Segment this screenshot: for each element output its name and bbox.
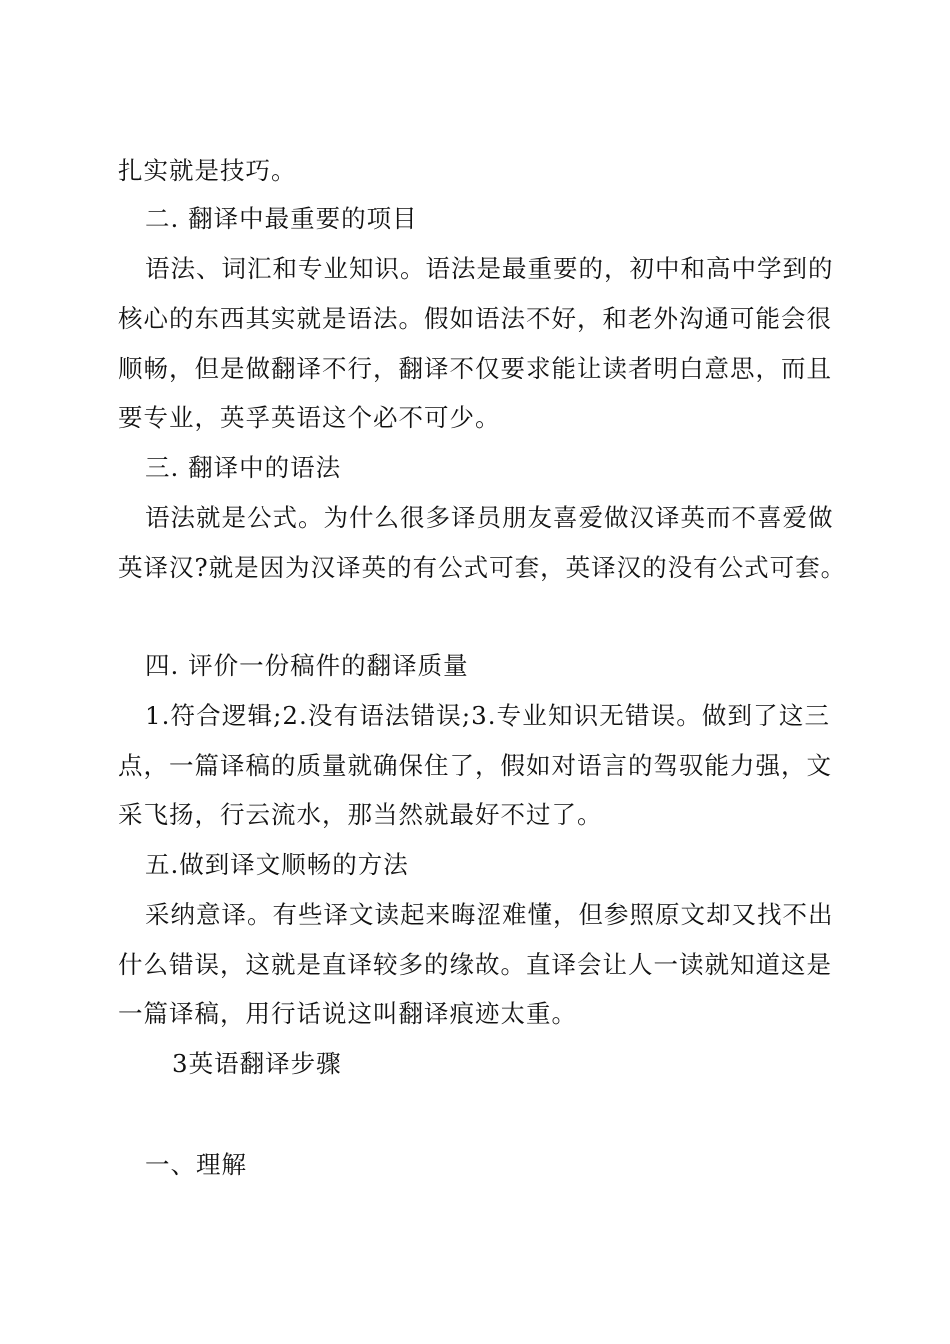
paragraph-line: 英译汉?就是因为汉译英的有公式可套，英译汉的没有公式可套。 — [118, 553, 847, 582]
paragraph-line: 核心的东西其实就是语法。假如语法不好，和老外沟通可能会很 — [118, 304, 832, 333]
paragraph-line: 1.符合逻辑;2.没有语法错误;3.专业知识无错误。做到了这三 — [145, 701, 830, 730]
section-heading: 五.做到译文顺畅的方法 — [145, 850, 409, 879]
section-heading: 四. 评价一份稿件的翻译质量 — [145, 651, 469, 680]
section-heading: 二. 翻译中最重要的项目 — [145, 204, 418, 233]
section-title: 3英语翻译步骤 — [172, 1049, 342, 1078]
paragraph-line: 一篇译稿，用行话说这叫翻译痕迹太重。 — [118, 999, 577, 1028]
section-heading: 一、理解 — [145, 1150, 247, 1179]
paragraph-line: 扎实就是技巧。 — [118, 156, 297, 185]
paragraph-line: 点，一篇译稿的质量就确保住了，假如对语言的驾驭能力强，文 — [118, 751, 832, 780]
paragraph-line: 语法就是公式。为什么很多译员朋友喜爱做汉译英而不喜爱做 — [145, 503, 834, 532]
paragraph-line: 要专业，英孚英语这个必不可少。 — [118, 403, 501, 432]
section-heading: 三. 翻译中的语法 — [145, 453, 342, 482]
paragraph-line: 语法、词汇和专业知识。语法是最重要的，初中和高中学到的 — [145, 254, 834, 283]
paragraph-line: 采纳意译。有些译文读起来晦涩难懂，但参照原文却又找不出 — [145, 900, 834, 929]
paragraph-line: 顺畅，但是做翻译不行，翻译不仅要求能让读者明白意思，而且 — [118, 354, 832, 383]
paragraph-line: 什么错误，这就是直译较多的缘故。直译会让人一读就知道这是 — [118, 950, 832, 979]
paragraph-line: 采飞扬，行云流水，那当然就最好不过了。 — [118, 800, 603, 829]
